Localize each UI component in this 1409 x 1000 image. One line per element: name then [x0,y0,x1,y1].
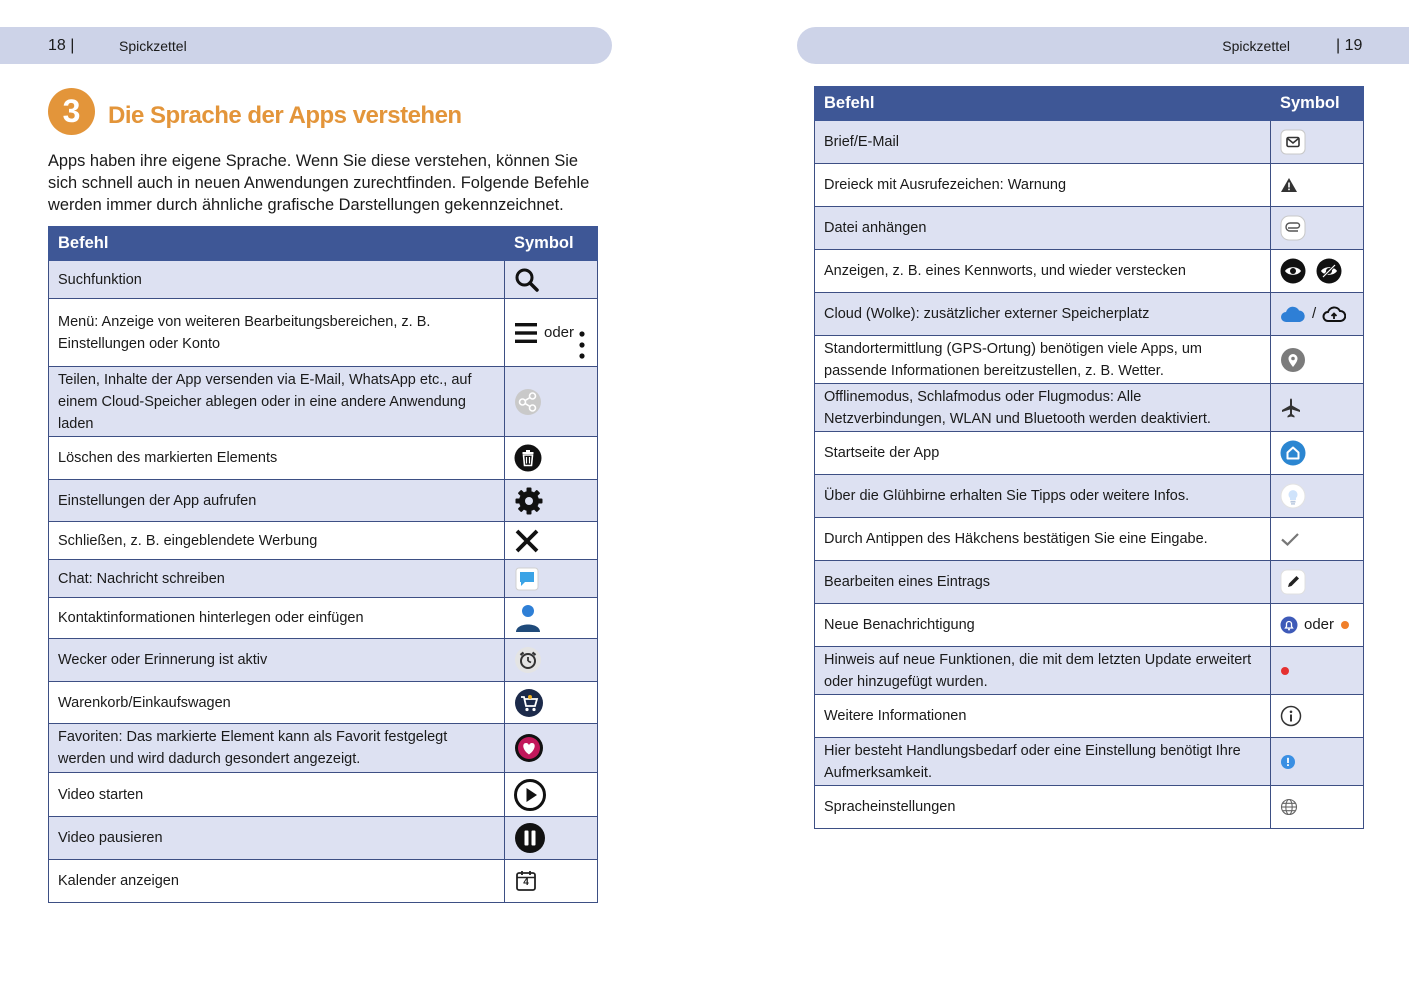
table-row [49,860,598,903]
intro-paragraph: Apps haben ihre eigene Sprache. Wenn Sie diese verstehen, können Sie sich schnell auch in neuen Anwendungen zurechtfinden. Folgende Befehle werden immer durch ähnliche grafische Darstellungen gekennzeichnet. [48,152,590,214]
command-cell: Neue Benachrichtigung [815,604,1271,647]
command-cell: Warenkorb/Einkaufswagen [49,682,505,724]
table-row [49,724,598,773]
symbol-cell [505,261,598,299]
mail-icon [1280,129,1306,155]
table-row [815,164,1364,207]
command-cell: Kontaktinformationen hinterlegen oder einfügen [49,598,505,639]
table-row [49,367,598,437]
table-row [49,480,598,522]
symbol-cell [1271,293,1364,336]
chapter-heading [48,88,462,135]
command-cell: Weitere Informationen [815,695,1271,738]
page-number-left: 18 | [48,36,75,54]
airplane-icon [1280,397,1302,419]
attention-icon [1280,754,1296,770]
command-cell: Menü: Anzeige von weiteren Bearbeitungsbereichen, z. B. Einstellungen oder Konto [49,299,505,367]
command-cell: Einstellungen der App aufrufen [49,480,505,522]
lightbulb-icon [1280,483,1306,509]
pause-icon [514,822,546,854]
symbol-cell [1271,647,1364,695]
command-cell: Chat: Nachricht schreiben [49,560,505,598]
attachment-icon [1280,215,1306,241]
command-cell: Suchfunktion [49,261,505,299]
search-icon [514,267,540,293]
symbol-cell [1271,336,1364,384]
symbol-cell [1271,475,1364,518]
checkmark-icon [1280,531,1300,547]
symbol-cell [505,560,598,598]
command-cell: Dreieck mit Ausrufezeichen: Warnung [815,164,1271,207]
command-cell: Bearbeiten eines Eintrags [815,561,1271,604]
table-row [815,561,1364,604]
running-header-left [0,27,612,64]
table-row [49,773,598,817]
cloud-icon [1280,304,1306,324]
command-cell: Offlinemodus, Schlafmodus oder Flugmodus: Alle Netzverbindungen, WLAN und Bluetooth werden deaktiviert. [815,384,1271,432]
symbol-cell [1271,604,1364,647]
heart-icon [514,733,544,763]
table-row [815,293,1364,336]
pencil-icon [1280,569,1306,595]
eye-icon [1280,258,1306,284]
table-header-row [49,227,598,261]
symbol-cell [505,639,598,682]
running-header-right [797,27,1409,64]
red-dot-icon [1280,666,1290,676]
command-cell: Standortermittlung (GPS-Ortung) benötigen viele Apps, um passende Informationen bereitzustellen, z. B. Wetter. [815,336,1271,384]
command-cell: Hier besteht Handlungsbedarf oder eine Einstellung benötigt Ihre Aufmerksamkeit. [815,738,1271,786]
symbol-cell [1271,518,1364,561]
command-cell: Video starten [49,773,505,817]
command-cell: Durch Antippen des Häkchens bestätigen Sie eine Eingabe. [815,518,1271,561]
column-header-symbol: Symbol [1271,87,1364,121]
table-row [49,817,598,860]
symbol-cell [1271,207,1364,250]
command-table-right [814,86,1364,829]
symbol-cell [1271,121,1364,164]
command-cell: Teilen, Inhalte der App versenden via E-Mail, WhatsApp etc., auf einem Cloud-Speicher ablegen oder in eine andere Anwendung laden [49,367,505,437]
command-cell: Kalender anzeigen [49,860,505,903]
symbol-cell [505,682,598,724]
symbol-cell [505,773,598,817]
table-row [49,437,598,480]
symbol-cell [1271,250,1364,293]
trash-icon [514,444,542,472]
symbol-cell [505,860,598,903]
calendar-day-number: 4 [523,877,529,888]
hamburger-menu-icon [514,320,538,346]
symbol-cell [505,598,598,639]
command-cell: Video pausieren [49,817,505,860]
share-icon [514,388,542,416]
table-row [815,738,1364,786]
info-icon [1280,705,1302,727]
home-icon [1280,440,1306,466]
table-row [815,121,1364,164]
command-cell: Spracheinstellungen [815,786,1271,829]
page-number-right: | 19 [1336,36,1363,54]
column-header-symbol: Symbol [505,227,598,261]
command-cell: Löschen des markierten Elements [49,437,505,480]
command-table-left [48,226,598,903]
running-title-right: Spickzettel [1222,37,1290,54]
table-row [49,598,598,639]
command-cell: Hinweis auf neue Funktionen, die mit dem letzten Update erweitert oder hinzugefügt wurden. [815,647,1271,695]
command-cell: Wecker oder Erinnerung ist aktiv [49,639,505,682]
column-header-command: Befehl [815,87,1271,121]
table-row [815,647,1364,695]
table-row [49,299,598,367]
table-row [815,475,1364,518]
alternative-separator: oder [544,323,575,341]
alternative-separator: / [1312,305,1317,322]
eye-off-icon [1316,258,1342,284]
gear-icon [514,486,544,516]
command-cell: Startseite der App [815,432,1271,475]
globe-icon [1280,798,1298,816]
warning-icon [1280,177,1298,193]
symbol-cell [505,817,598,860]
symbol-cell [505,299,598,367]
calendar-icon [514,869,538,893]
command-cell: Datei anhängen [815,207,1271,250]
symbol-cell [1271,432,1364,475]
cloud-upload-icon [1322,304,1346,324]
alarm-icon [514,646,542,674]
bell-icon [1280,616,1298,634]
contact-icon [514,603,542,633]
table-row [49,560,598,598]
symbol-cell [505,522,598,560]
table-row [815,336,1364,384]
table-header-row [815,87,1364,121]
table-row [815,432,1364,475]
table-row [815,604,1364,647]
symbol-cell [1271,738,1364,786]
table-row [49,639,598,682]
table-row [49,261,598,299]
command-cell: Cloud (Wolke): zusätzlicher externer Speicherplatz [815,293,1271,336]
symbol-cell [505,367,598,437]
table-row [815,207,1364,250]
play-icon [514,779,546,811]
symbol-cell [505,437,598,480]
symbol-cell [1271,786,1364,829]
table-row [815,384,1364,432]
orange-dot-icon [1340,620,1350,630]
symbol-cell [505,724,598,773]
alternative-separator: oder [1304,616,1335,633]
close-icon [514,528,540,554]
running-title-left: Spickzettel [119,37,187,54]
table-row [815,250,1364,293]
symbol-cell [1271,164,1364,207]
table-row [49,682,598,724]
table-row [815,518,1364,561]
command-cell: Favoriten: Das markierte Element kann als Favorit festgelegt werden und wird dadurch gesondert angezeigt. [49,724,505,773]
chapter-number-badge: 3 [48,88,95,135]
table-row [815,786,1364,829]
table-row [49,522,598,560]
table-row [815,695,1364,738]
location-icon [1280,347,1306,373]
command-cell: Brief/E-Mail [815,121,1271,164]
cart-icon [514,688,544,718]
command-cell: Schließen, z. B. eingeblendete Werbung [49,522,505,560]
symbol-cell [1271,384,1364,432]
command-cell: Über die Glühbirne erhalten Sie Tipps oder weitere Infos. [815,475,1271,518]
symbol-cell [1271,695,1364,738]
chat-icon [514,566,540,592]
symbol-cell [505,480,598,522]
chapter-title: Die Sprache der Apps verstehen [108,101,462,129]
vertical-dots-icon [578,330,586,360]
symbol-cell [1271,561,1364,604]
column-header-command: Befehl [49,227,505,261]
command-cell: Anzeigen, z. B. eines Kennworts, und wieder verstecken [815,250,1271,293]
